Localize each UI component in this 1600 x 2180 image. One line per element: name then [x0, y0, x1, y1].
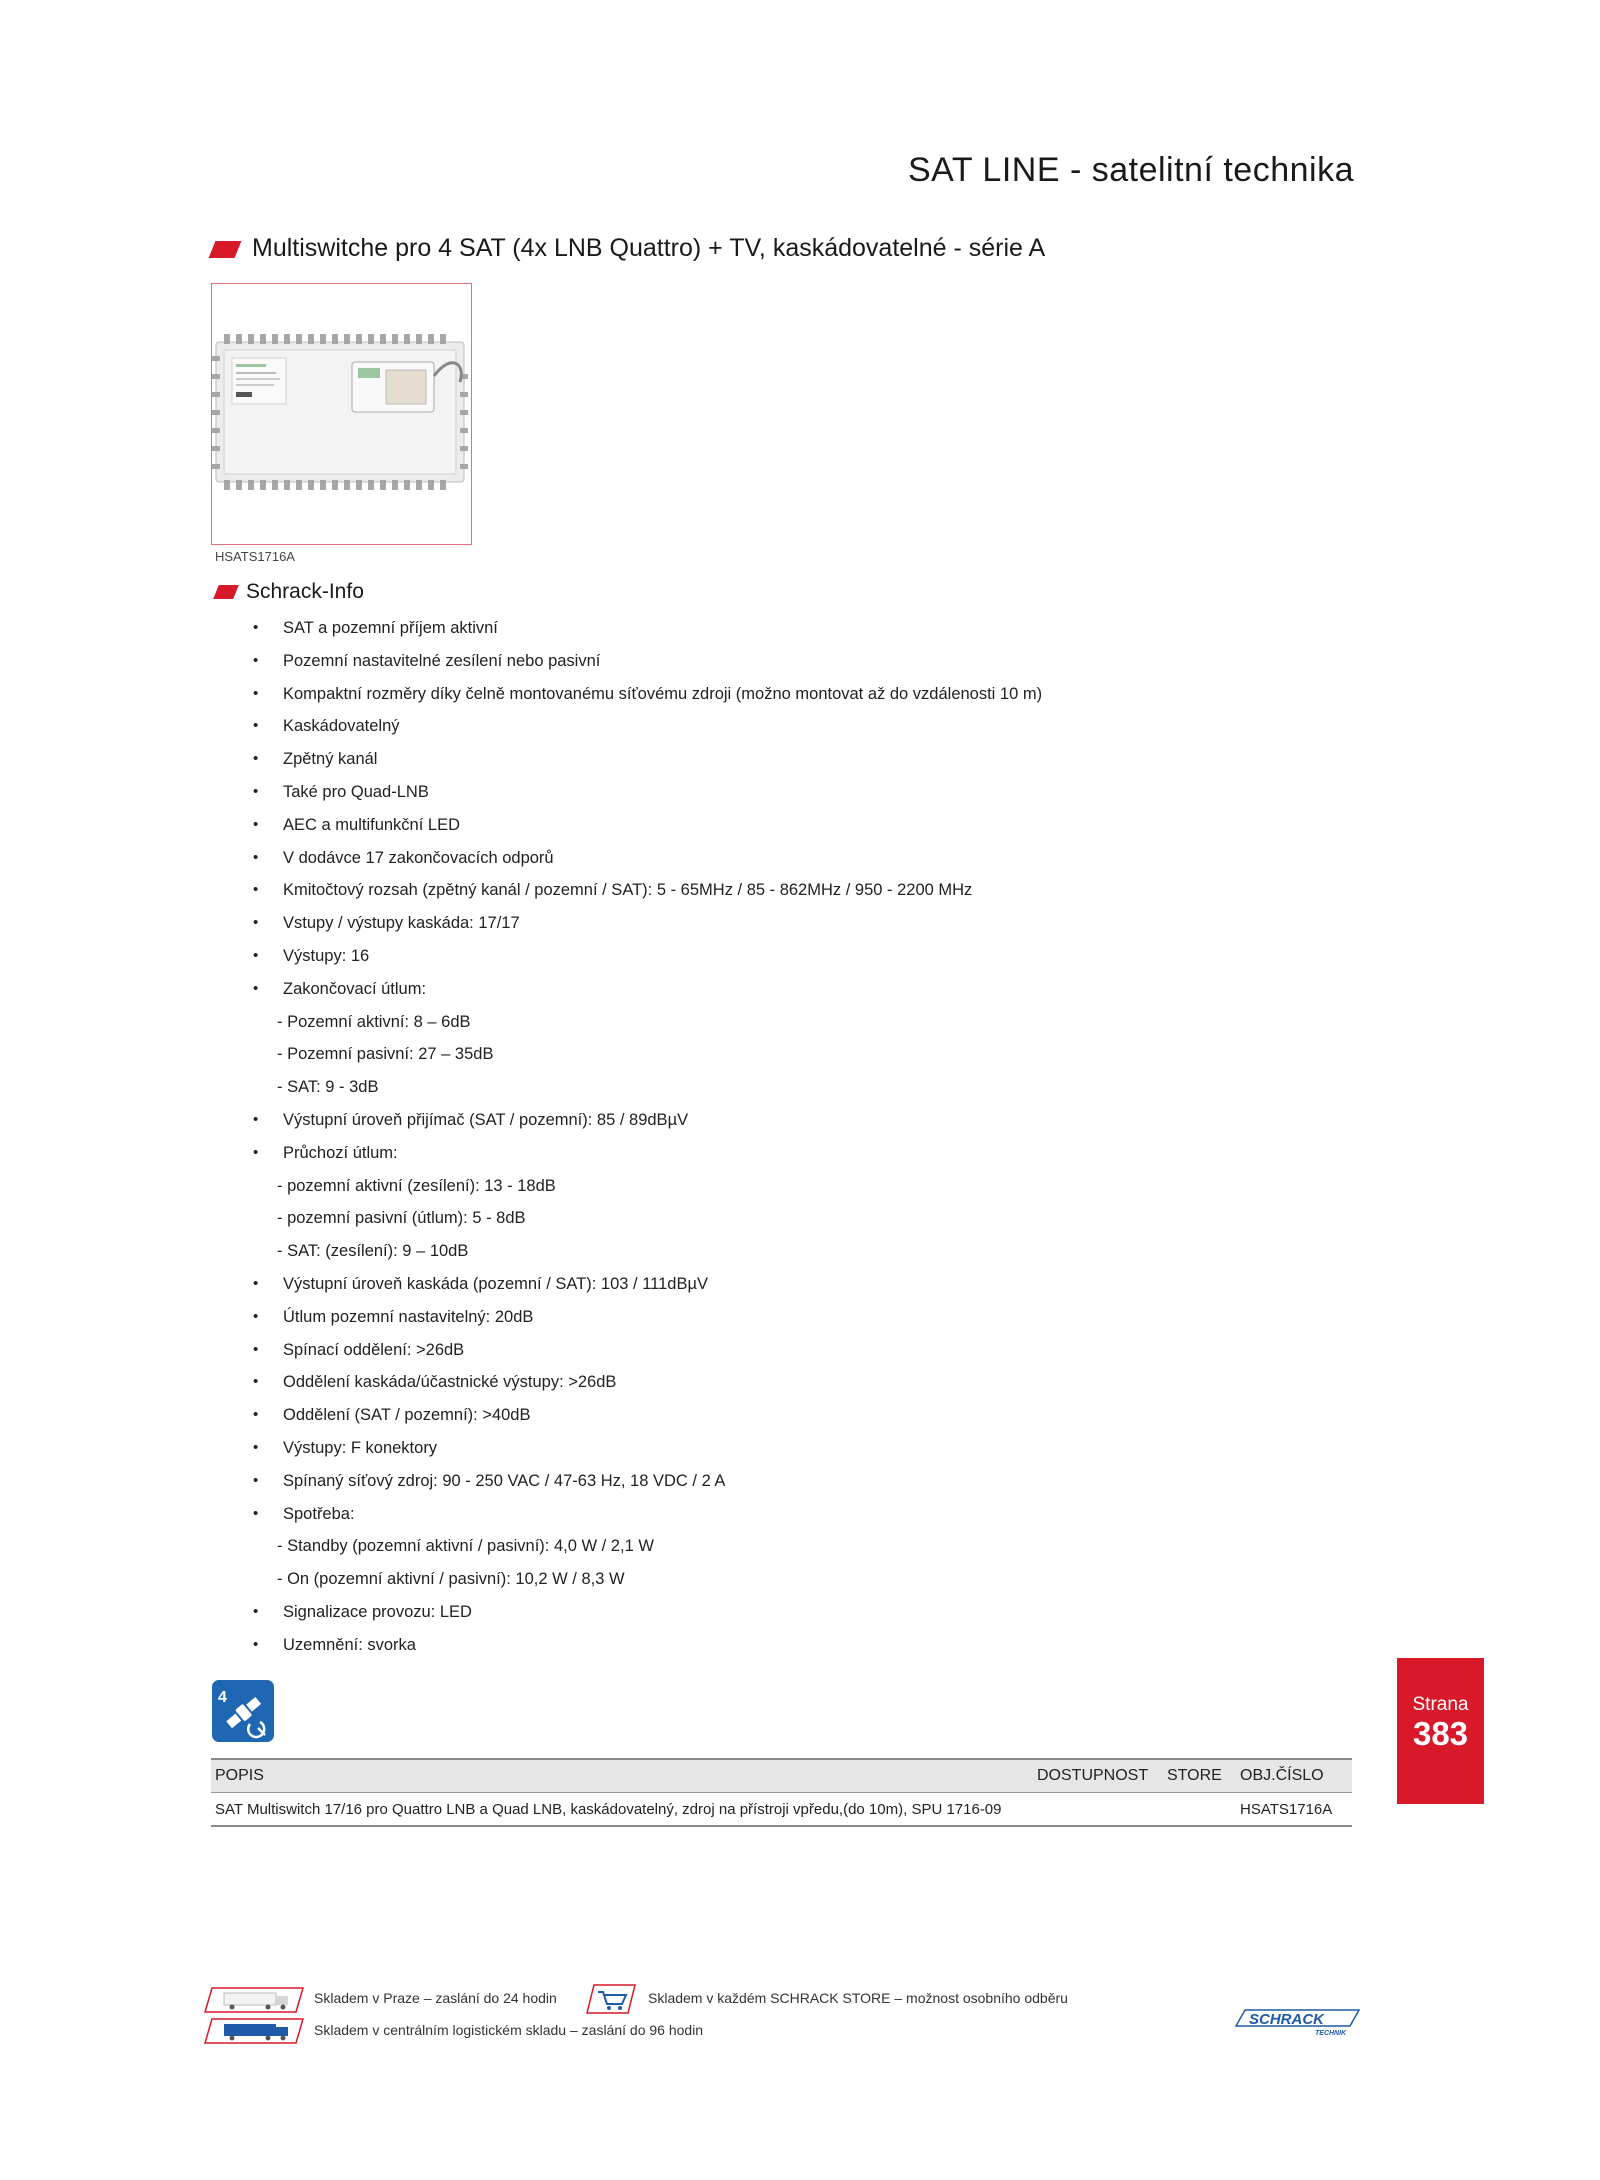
sub-list-item: - Standby (pozemní aktivní / pasivní): 4,0 W / 2,1 W	[277, 1537, 654, 1556]
list-item: • Útlum pozemní nastavitelný: 20dB	[250, 1301, 1042, 1334]
sat-4-lnb-icon	[212, 1680, 274, 1742]
column-header-obj-cislo: OBJ.ČÍSLO	[1236, 1759, 1352, 1793]
schrack-logo	[1235, 2008, 1360, 2040]
sub-list-item: - On (pozemní aktivní / pasivní): 10,2 W / 8,3 W	[277, 1570, 625, 1589]
column-header-store: STORE	[1163, 1759, 1236, 1793]
list-item: • V dodávce 17 zakončovacích odporů	[250, 842, 1042, 875]
column-header-popis: POPIS	[211, 1759, 1033, 1793]
list-item: • Vstupy / výstupy kaskáda: 17/17	[250, 907, 1042, 940]
truck-central-icon	[204, 2018, 304, 2044]
row-availability	[1033, 1793, 1163, 1827]
feature-list	[250, 612, 1042, 1662]
row-store	[1163, 1793, 1236, 1827]
list-item: • Signalizace provozu: LED	[250, 1596, 1042, 1629]
column-header-dostupnost: DOSTUPNOST	[1033, 1759, 1163, 1793]
list-item: • Zakončovací útlum:	[250, 973, 1042, 1006]
list-item: • Uzemnění: svorka	[250, 1629, 1042, 1662]
list-item: • Také pro Quad-LNB	[250, 776, 1042, 809]
list-item: • Kmitočtový rozsah (zpětný kanál / pozemní / SAT): 5 - 65MHz / 85 - 862MHz / 950 - 2200 MHz	[250, 874, 1042, 907]
list-item: • Oddělení kaskáda/účastnické výstupy: >26dB	[250, 1366, 1042, 1399]
sub-list-item: - Pozemní pasivní: 27 – 35dB	[277, 1045, 494, 1064]
list-item: • Oddělení (SAT / pozemní): >40dB	[250, 1399, 1042, 1432]
list-item: • Zpětný kanál	[250, 743, 1042, 776]
svg-text:4: 4	[218, 1689, 227, 1706]
section-heading	[212, 234, 1045, 263]
page-number-tab	[1397, 1658, 1484, 1804]
list-item: • Spínaný síťový zdroj: 90 - 250 VAC / 47-63 Hz, 18 VDC / 2 A	[250, 1465, 1042, 1498]
list-item: • SAT a pozemní příjem aktivní	[250, 612, 1042, 645]
svg-text:TECHNIK: TECHNIK	[1315, 2030, 1347, 2037]
page-title: SAT LINE - satelitní technika	[908, 150, 1354, 189]
truck-prague-icon	[204, 1987, 304, 2013]
list-item: • Spínací oddělení: >26dB	[250, 1334, 1042, 1367]
page-number-label: Strana	[1412, 1694, 1469, 1715]
satellite-icon	[212, 1680, 274, 1742]
red-section-marker	[209, 241, 242, 258]
product-image[interactable]	[211, 283, 472, 545]
section-heading-text: Multiswitche pro 4 SAT (4x LNB Quattro) + TV, kaskádovatelné - série A	[252, 234, 1046, 262]
row-description: SAT Multiswitch 17/16 pro Quattro LNB a Quad LNB, kaskádovatelný, zdroj na přístroji vpředu,(do 10m), SPU 1716-09	[211, 1793, 1033, 1827]
schrack-info-heading	[216, 580, 364, 604]
table-header-row	[211, 1759, 1352, 1793]
sub-list-item: - SAT: 9 - 3dB	[277, 1078, 379, 1097]
svg-text:SCHRACK: SCHRACK	[1249, 2011, 1324, 2028]
list-item: • Pozemní nastavitelné zesílení nebo pasivní	[250, 645, 1042, 678]
row-order-number: HSATS1716A	[1236, 1793, 1352, 1827]
table-row[interactable]	[211, 1793, 1352, 1827]
list-item: • Výstupní úroveň přijímač (SAT / pozemní): 85 / 89dBµV	[250, 1104, 1042, 1137]
list-item: • Průchozí útlum:	[250, 1137, 1042, 1170]
sub-list-item: - pozemní pasivní (útlum): 5 - 8dB	[277, 1209, 526, 1228]
sub-list-item: - pozemní aktivní (zesílení): 13 - 18dB	[277, 1176, 556, 1195]
list-item: • Kompaktní rozměry díky čelně montovanému síťovému zdroji (možno montovat až do vzdálenosti 10 m)	[250, 678, 1042, 711]
sub-list-item: - Pozemní aktivní: 8 – 6dB	[277, 1012, 471, 1031]
list-item: • Výstupní úroveň kaskáda (pozemní / SAT): 103 / 111dBµV	[250, 1268, 1042, 1301]
page-number: 383	[1412, 1715, 1469, 1752]
list-item: • Výstupy: F konektory	[250, 1432, 1042, 1465]
multiswitch-illustration	[212, 284, 470, 543]
product-table	[211, 1758, 1352, 1827]
list-item: • Výstupy: 16	[250, 940, 1042, 973]
red-section-marker	[213, 585, 239, 599]
shopping-cart-icon	[586, 1984, 636, 2014]
list-item: • AEC a multifunkční LED	[250, 809, 1042, 842]
product-image-caption: HSATS1716A	[215, 549, 295, 564]
sub-list-item: - SAT: (zesílení): 9 – 10dB	[277, 1242, 469, 1261]
schrack-info-heading-text: Schrack-Info	[246, 580, 364, 603]
list-item: • Kaskádovatelný	[250, 710, 1042, 743]
legend-central: Skladem v centrálním logistickém skladu – zaslání do 96 hodin	[314, 2022, 704, 2038]
list-item: • Spotřeba:	[250, 1498, 1042, 1531]
legend-store: Skladem v každém SCHRACK STORE – možnost osobního odběru	[648, 1990, 1068, 2006]
legend-prague: Skladem v Praze – zaslání do 24 hodin	[314, 1990, 557, 2006]
